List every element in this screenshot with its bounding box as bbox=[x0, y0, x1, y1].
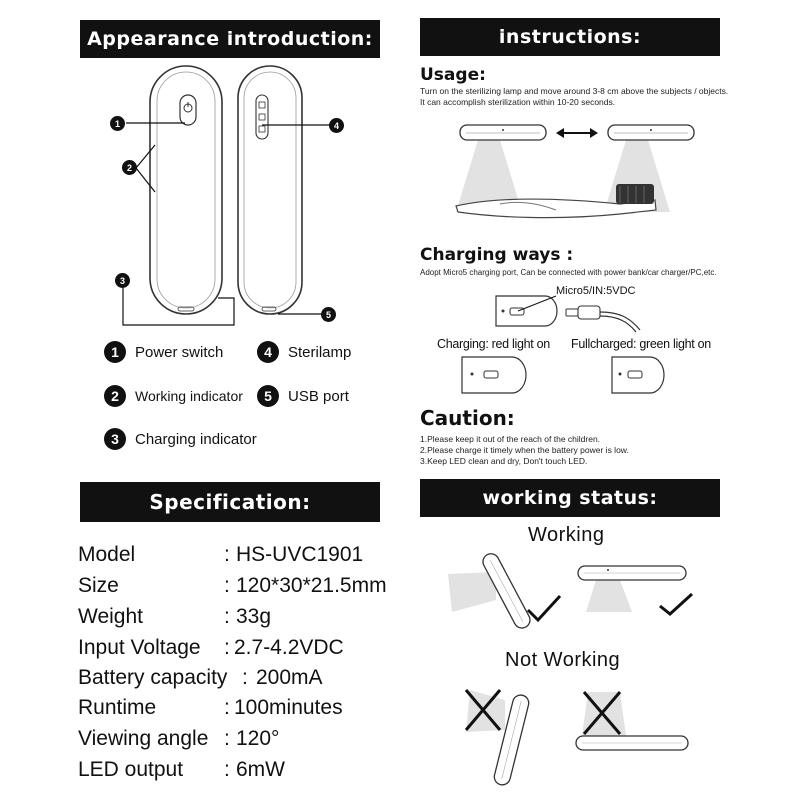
spec-label: Weight bbox=[78, 605, 143, 628]
usage-text-1: Turn on the sterilizing lamp and move around 3-8 cm above the subjects / objects. bbox=[420, 86, 729, 96]
callout-2: 2 bbox=[122, 160, 137, 175]
working-label: Working bbox=[528, 524, 605, 546]
legend-label: USB port bbox=[288, 387, 349, 405]
spec-sep: : bbox=[242, 666, 248, 689]
spec-sep: : bbox=[224, 574, 230, 597]
spec-value: 33g bbox=[236, 605, 272, 628]
port-label: Micro5/IN:5VDC bbox=[556, 285, 636, 297]
spec-value: 200mA bbox=[256, 666, 323, 689]
specification-banner: Specification: bbox=[80, 482, 380, 522]
spec-sep: : bbox=[224, 758, 230, 781]
callout-4: 4 bbox=[329, 118, 344, 133]
spec-label: Input Voltage bbox=[78, 636, 201, 659]
appearance-banner: Appearance introduction: bbox=[80, 20, 380, 58]
spec-value: 2.7-4.2VDC bbox=[234, 636, 344, 659]
spec-label: LED output bbox=[78, 758, 184, 781]
fullcharged-light-label: Fullcharged: green light on bbox=[571, 337, 711, 351]
spec-sep: : bbox=[224, 696, 230, 719]
caution-line-1: 1.Please keep it out of the reach of the children. bbox=[420, 434, 601, 444]
callout-1: 1 bbox=[110, 116, 125, 131]
legend-label: Working indicator bbox=[135, 388, 243, 404]
spec-value: 120*30*21.5mm bbox=[236, 574, 387, 597]
callout-3: 3 bbox=[115, 273, 130, 288]
spec-value: 120° bbox=[236, 727, 280, 750]
caution-line-2: 2.Please charge it timely when the battery power is low. bbox=[420, 445, 629, 455]
spec-label: Size bbox=[78, 574, 119, 597]
spec-value: 100minutes bbox=[234, 696, 343, 719]
legend-num: 1 bbox=[104, 341, 126, 363]
spec-sep: : bbox=[224, 605, 230, 628]
legend-num: 4 bbox=[257, 341, 279, 363]
legend-label: Power switch bbox=[135, 343, 224, 361]
charging-light-label: Charging: red light on bbox=[437, 337, 550, 351]
legend-num: 2 bbox=[104, 385, 126, 407]
spec-label: Model bbox=[78, 543, 136, 566]
caution-heading: Caution: bbox=[420, 406, 515, 430]
spec-label: Viewing angle bbox=[78, 727, 209, 750]
spec-sep: : bbox=[224, 636, 230, 659]
legend-label: Charging indicator bbox=[135, 430, 257, 448]
instructions-banner: instructions: bbox=[420, 18, 720, 56]
legend-num: 5 bbox=[257, 385, 279, 407]
not-working-label: Not Working bbox=[505, 649, 621, 671]
spec-label: Battery capacity bbox=[78, 666, 228, 689]
legend-num: 3 bbox=[104, 428, 126, 450]
charging-text: Adopt Micro5 charging port, Can be connected with power bank/car charger/PC,etc. bbox=[420, 268, 717, 277]
spec-sep: : bbox=[224, 543, 230, 566]
usage-heading: Usage: bbox=[420, 65, 486, 85]
legend-label: Sterilamp bbox=[288, 343, 352, 361]
working-status-banner: working status: bbox=[420, 479, 720, 517]
spec-value: HS-UVC1901 bbox=[236, 543, 364, 566]
caution-line-3: 3.Keep LED clean and dry, Don't touch LED. bbox=[420, 456, 588, 466]
spec-value: 6mW bbox=[236, 758, 285, 781]
usage-text-2: It can accomplish sterilization within 10-20 seconds. bbox=[420, 97, 616, 107]
spec-label: Runtime bbox=[78, 696, 157, 719]
spec-sep: : bbox=[224, 727, 230, 750]
callout-5: 5 bbox=[321, 307, 336, 322]
charging-heading: Charging ways : bbox=[420, 245, 574, 265]
